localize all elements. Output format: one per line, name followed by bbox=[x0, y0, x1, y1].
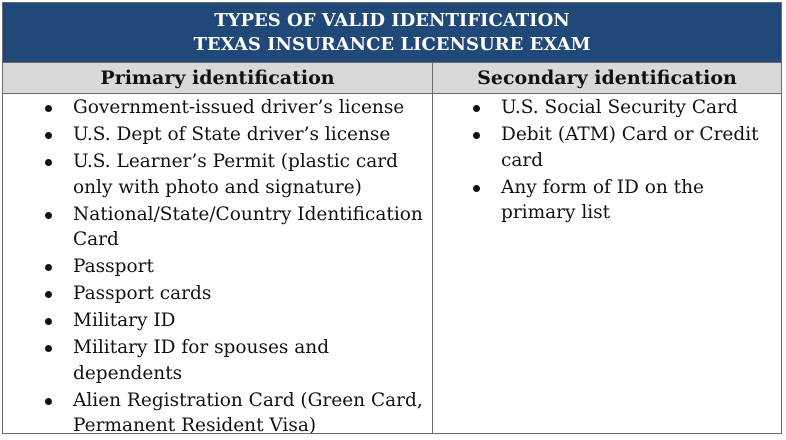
list-item-text: National/State/Country Identification Card bbox=[73, 203, 423, 250]
secondary-column-cell bbox=[433, 95, 781, 227]
primary-id-list bbox=[3, 95, 432, 439]
table-title-line-1: TYPES OF VALID IDENTIFICATION bbox=[214, 10, 570, 31]
bullet-icon bbox=[45, 212, 52, 219]
list-item bbox=[3, 335, 432, 386]
list-item bbox=[3, 95, 432, 121]
list-item bbox=[3, 254, 432, 280]
bullet-icon bbox=[45, 345, 52, 352]
list-item bbox=[433, 122, 781, 173]
list-item bbox=[3, 122, 432, 148]
secondary-column-header: Secondary identification bbox=[477, 67, 737, 89]
identification-table bbox=[2, 2, 782, 434]
bullet-icon bbox=[45, 105, 52, 112]
list-item-text: Passport cards bbox=[73, 283, 212, 304]
bullet-icon bbox=[473, 185, 480, 192]
bullet-icon bbox=[473, 132, 480, 139]
list-item bbox=[3, 388, 432, 439]
bullet-icon bbox=[45, 264, 52, 271]
bullet-icon bbox=[45, 318, 52, 325]
list-item-text: Military ID for spouses and dependents bbox=[73, 337, 330, 384]
table-title bbox=[3, 3, 781, 63]
table-title-line-2: TEXAS INSURANCE LICENSURE EXAM bbox=[193, 34, 591, 55]
list-item-text: U.S. Dept of State driver’s license bbox=[73, 124, 391, 145]
list-item bbox=[3, 149, 432, 200]
list-item-text: Alien Registration Card (Green Card, Permanent Resident Visa) bbox=[73, 389, 423, 436]
bullet-icon bbox=[473, 105, 480, 112]
list-item-text: Passport bbox=[73, 256, 154, 277]
list-item-text: Debit (ATM) Card or Credit card bbox=[501, 124, 759, 171]
list-item bbox=[3, 308, 432, 334]
primary-column-header: Primary identification bbox=[100, 67, 335, 89]
secondary-id-list bbox=[433, 95, 781, 226]
column-header-row bbox=[3, 63, 781, 94]
bullet-icon bbox=[45, 132, 52, 139]
list-item bbox=[3, 281, 432, 307]
bullet-icon bbox=[45, 291, 52, 298]
list-item-text: Government-issued driver’s license bbox=[73, 97, 405, 118]
list-item-text: Military ID bbox=[73, 310, 176, 331]
list-item-text: U.S. Social Security Card bbox=[501, 97, 738, 118]
list-item-text: U.S. Learner’s Permit (plastic card only with photo and signature) bbox=[73, 151, 398, 198]
list-item bbox=[433, 175, 781, 226]
list-item bbox=[433, 95, 781, 121]
list-item-text: Any form of ID on the primary list bbox=[501, 176, 704, 223]
primary-column-cell bbox=[3, 95, 432, 440]
bullet-icon bbox=[45, 159, 52, 166]
bullet-icon bbox=[45, 398, 52, 405]
list-item bbox=[3, 202, 432, 253]
